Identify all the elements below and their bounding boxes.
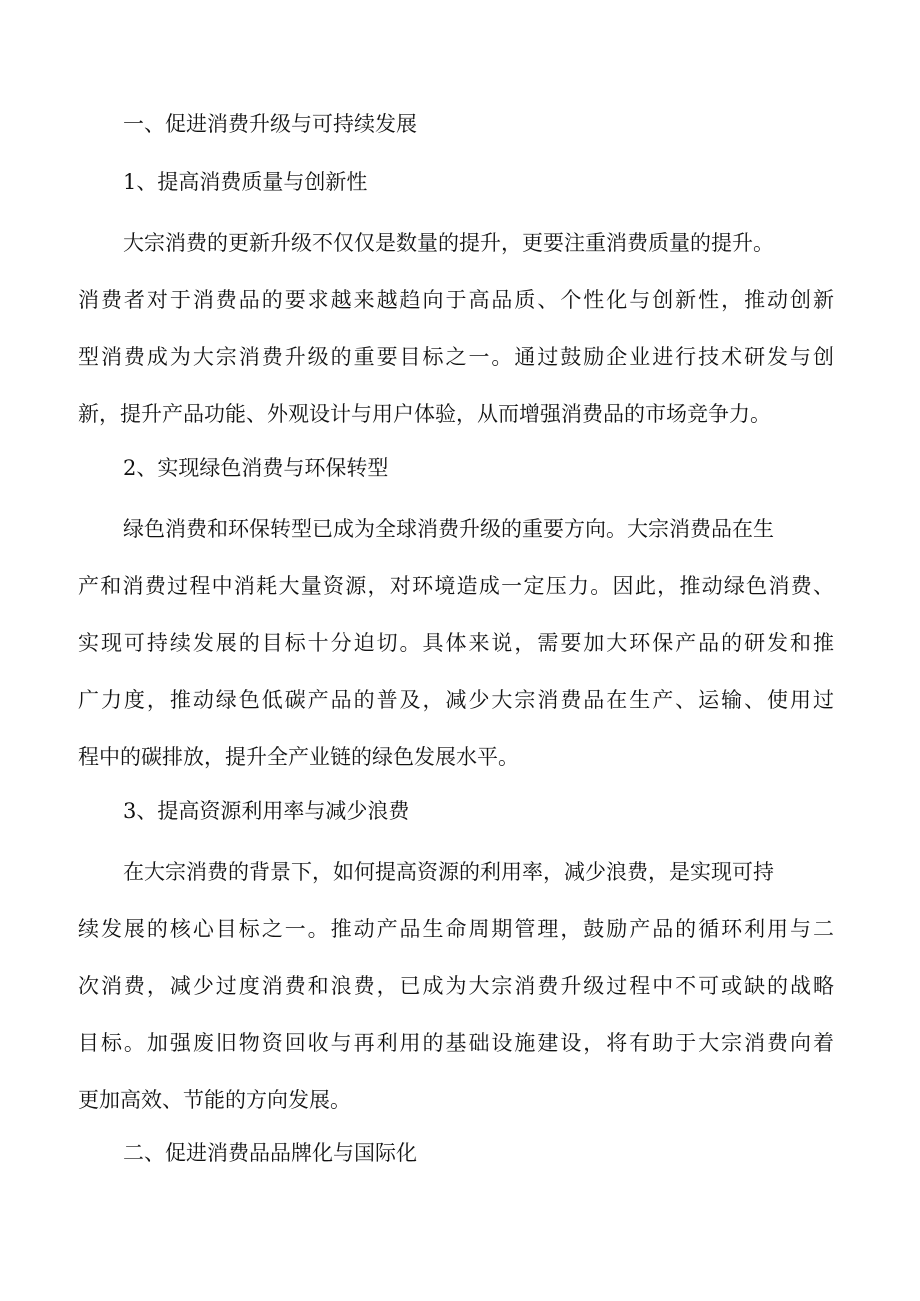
paragraph-line: 更加高效、节能的方向发展。 <box>78 1088 351 1112</box>
paragraph-line: 消费者对于消费品的要求越来越趋向于高品质、个性化与创新性，推动创新 <box>78 288 834 312</box>
paragraph-line: 绿色消费和环保转型已成为全球消费升级的重要方向。大宗消费品在生 <box>123 517 774 541</box>
paragraph-line: 实现可持续发展的目标十分迫切。具体来说，需要加大环保产品的研发和推 <box>78 631 834 655</box>
subsection-3-heading: 3、提高资源利用率与减少浪费 <box>123 799 410 823</box>
paragraph-line: 次消费，减少过度消费和浪费，已成为大宗消费升级过程中不可或缺的战略 <box>78 974 834 998</box>
paragraph-line: 程中的碳排放，提升全产业链的绿色发展水平。 <box>78 745 519 769</box>
subsection-1-heading: 1、提高消费质量与创新性 <box>123 170 368 194</box>
paragraph-line: 在大宗消费的背景下，如何提高资源的利用率，减少浪费，是实现可持 <box>123 860 774 884</box>
paragraph-line: 新，提升产品功能、外观设计与用户体验，从而增强消费品的市场竞争力。 <box>78 402 771 426</box>
paragraph-line: 广力度，推动绿色低碳产品的普及，减少大宗消费品在生产、运输、使用过 <box>78 688 834 712</box>
paragraph-line: 大宗消费的更新升级不仅仅是数量的提升，更要注重消费质量的提升。 <box>123 231 774 255</box>
paragraph-line: 型消费成为大宗消费升级的重要目标之一。通过鼓励企业进行技术研发与创 <box>78 345 834 369</box>
section-2-heading: 二、促进消费品品牌化与国际化 <box>123 1141 417 1165</box>
paragraph-line: 目标。加强废旧物资回收与再利用的基础设施建设，将有助于大宗消费向着 <box>78 1031 834 1055</box>
paragraph-line: 产和消费过程中消耗大量资源，对环境造成一定压力。因此，推动绿色消费、 <box>78 574 834 598</box>
paragraph-line: 续发展的核心目标之一。推动产品生命周期管理，鼓励产品的循环利用与二 <box>78 917 834 941</box>
subsection-2-heading: 2、实现绿色消费与环保转型 <box>123 456 389 480</box>
section-1-heading: 一、促进消费升级与可持续发展 <box>123 112 417 136</box>
